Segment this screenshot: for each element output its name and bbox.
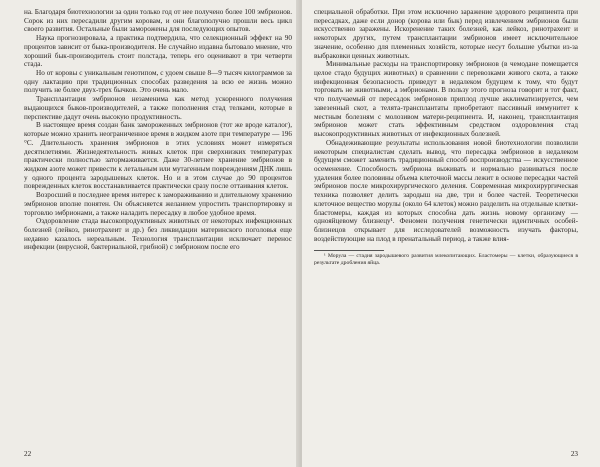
left-page-text xyxy=(24,8,292,252)
paragraph: Но от коровы с уникальным генотипом, с удоем свыше 8—9 тысяч килограммов за одну лактацию при традиционных способах разведения за всю ее жизнь можно получить не более двух-трех бычков. Это очень мало. xyxy=(24,69,292,95)
paragraph: на. Благодаря биотехнологии за один только год от нее получено более 100 эмбрионов. Сорок из них пересадили другим коровам, и они благополучно прошли весь цикл своего развития. Остальные были заморожены для последующих опытов. xyxy=(24,8,292,34)
footnote-divider xyxy=(314,250,384,251)
paragraph: В настоящее время создан банк замороженных эмбрионов (тот же вроде каталог), которые можно хранить неограниченное время в жидком азоте при температуре — 196 °С. Длительность хранения эмбрионов в этих условиях может измеряться десятилетиями. Жизнедеятельность живых клеток при сверхнизких температурах практически полностью затормаживается. Даже 30-летнее хранение эмбрионов в жидком азоте может привести к летальным или мутагенным повреждениям ДНК лишь у одного процента зародышевых клеток. Но и в этом случае до 90 процентов поврежденных клеток восстанавливается практически сразу после оттаивания клеток. xyxy=(24,121,292,191)
paragraph: Наука прогнозировала, а практика подтвердила, что селекционный эффект на 90 процентов зависит от быка-производителя. Не случайно издавна бытовало мнение, что хороший бык-производитель стоит полстада, теперь его оценивают в три четверти стада. xyxy=(24,34,292,69)
footnote: ¹ Морула — стадия зародышевого развития млекопитающих. Бластомеры — клетки, образующиеся в результате дробления яйца. xyxy=(314,253,578,266)
paragraph: Обнадеживающие результаты использования новой биотехнологии позволили некоторым специалистам сделать вывод, что пересадка эмбрионов в недалеком будущем сможет заменить традиционный способ воспроизводства — искусственное осеменение. Способность эмбриона выживать и нормально развиваться после удаления более половины объема клеточной массы лежит в основе пересадки частей эмбрионов после микрохирургического деления. Современная микрохирургическая техника позволяет делить зародыш на две, три и более частей. Теоретически клеточное вещество морулы (около 64 клеток) можно разделить на отдельные клетки-бластомеры, каждая из которых способна дать жизнь новому организму — однояйцевому близнецу¹. Феномен получения генетически идентичных особей-близнецов открывает для исследователей возможность изучать факторы, воздействующие на плод в пренатальный период, а также влия- xyxy=(314,138,578,243)
paragraph: специальной обработки. При этом исключено заражение здорового реципиента при пересадках, даже если донор (корова или бык) перед извлечением эмбрионов были искусственно заражены. Искоренение таких болезней, как лейкоз, ринотрахеит и некоторых других, путем трансплантации эмбрионов имеет исключительное значение, особенно для племенных хозяйств, которые несут большие убытки из-за выбраковки ценных животных. xyxy=(314,8,578,60)
paragraph: Возросший в последнее время интерес к замораживанию и длительному хранению эмбрионов вполне понятен. Он объясняется желанием упростить транспортировку и торговлю эмбрионами, а также наладить пересадку в любое удобное время. xyxy=(24,191,292,217)
paragraph: Трансплантация эмбрионов незаменима как метод ускоренного получения выдающихся быков-производителей, а также пополнения стад телками, которые в перспективе дадут очень высокую продуктивность. xyxy=(24,95,292,121)
paragraph: Минимальные расходы на транспортировку эмбрионов (в чемодане помещается целое стадо будущих животных) в сравнении с перевозками живого скота, а также инфекционная безопасность приведут в недалеком будущем к тому, что будут торговать не животными, а эмбрионами. В пользу этого прогноза говорит и тот факт, что получаемый от пересадок эмбрионов приплод лучше акклиматизируется, чем завезенный скот, а телята-трансплантаты приобретают пассивный иммунитет к местным болезням с молозивом матери-реципиента. И, наконец, трансплантация эмбрионов может стать эффективным средством оздоровления стад высокопродуктивных животных от инфекционных болезней. xyxy=(314,60,578,139)
right-page-text xyxy=(314,8,578,243)
page-number-left: 22 xyxy=(24,450,32,458)
page-number-right: 23 xyxy=(570,450,578,458)
right-page xyxy=(302,0,600,467)
paragraph: Оздоровление стада высокопродуктивных животных от некоторых инфекционных болезней (лейкоз, ринотрахеит и др.) без ликвидации материнского поголовья еще недавно казалось нереальным. Технология трансплантации исключает перенос инфекции (вирусной, бактериальной, грибной) с эмбрионом после его xyxy=(24,217,292,252)
